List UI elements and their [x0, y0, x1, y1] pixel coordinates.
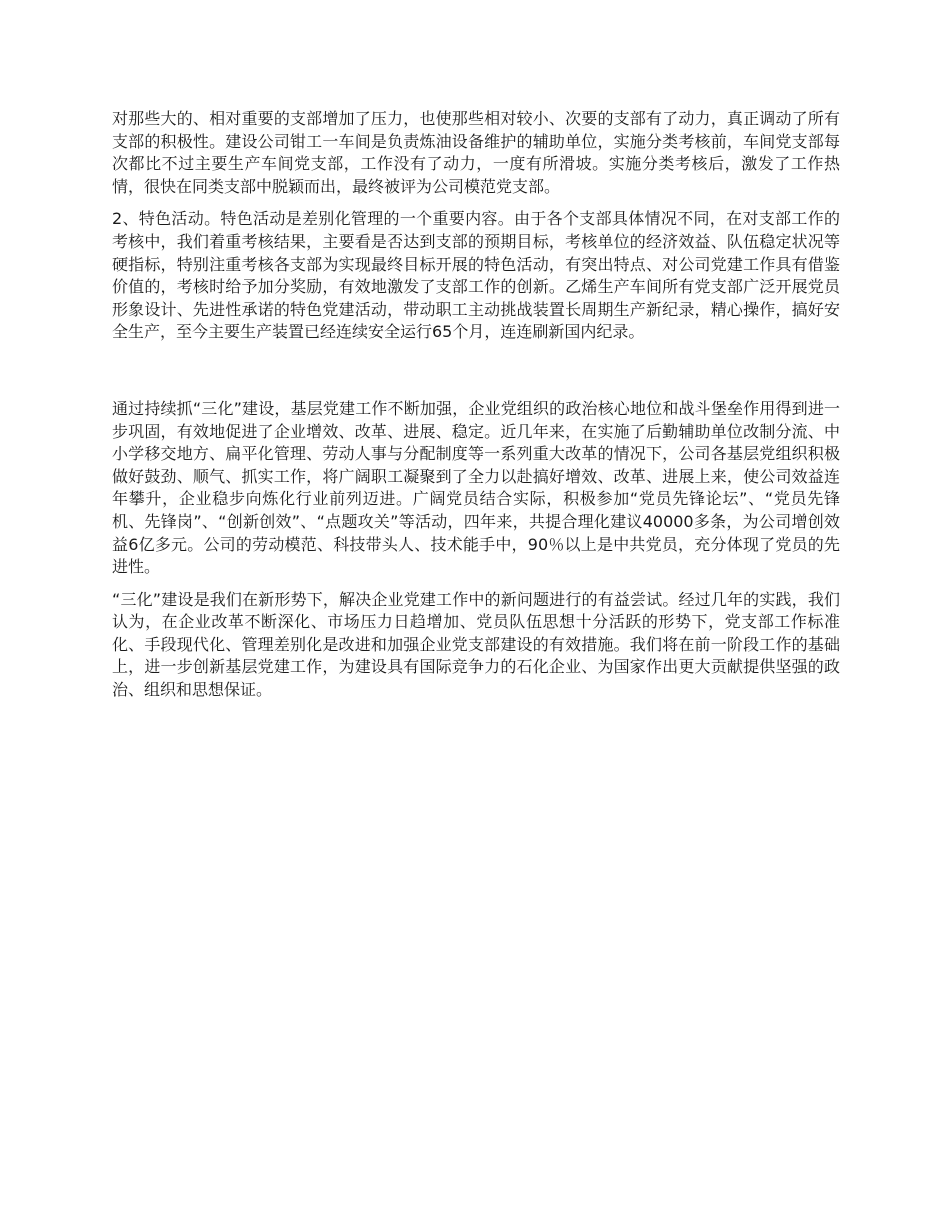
paragraph-gap [112, 198, 840, 208]
section-gap [112, 344, 840, 398]
paragraph-gap [112, 579, 840, 589]
paragraph-classified-assessment: 对那些大的、相对重要的支部增加了压力，也使那些相对较小、次要的支部有了动力，真正调动了所有支部的积极性。建设公司钳工一车间是负责炼油设备维护的辅助单位，实施分类考核前，车间党支部每次都比不过主要生产车间党支部，工作没有了动力，一度有所滑坡。实施分类考核后，激发了工作热情，很快在同类支部中脱颖而出，最终被评为公司模范党支部。 [112, 109, 840, 196]
paragraph-featured-activities: 2、特色活动。特色活动是差别化管理的一个重要内容。由于各个支部具体情况不同，在对支部工作的考核中，我们着重考核结果，主要看是否达到支部的预期目标，考核单位的经济效益、队伍稳定状况等硬指标，特别注重考核各支部为实现最终目标开展的特色活动，有突出特点、对公司党建工作具有借鉴价值的，考核时给予加分奖励，有效地激发了支部工作的创新。乙烯生产车间所有党支部广泛开展党员形象设计、先进性承诺的特色党建活动，带动职工主动挑战装置长周期生产新纪录，精心操作，搞好安全生产，至今主要生产装置已经连续安全运行65个月，连连刷新国内纪录。 [112, 209, 840, 342]
paragraph-conclusion: “三化”建设是我们在新形势下，解决企业党建工作中的新问题进行的有益尝试。经过几年的实践，我们认为，在企业改革不断深化、市场压力日趋增加、党员队伍思想十分活跃的形势下，党支部工作标准化、手段现代化、管理差别化是改进和加强企业党支部建设的有效措施。我们将在前一阶段工作的基础上，进一步创新基层党建工作，为建设具有国际竞争力的石化企业、为国家作出更大贡献提供坚强的政治、组织和思想保证。 [112, 589, 840, 700]
paragraph-results: 通过持续抓“三化”建设，基层党建工作不断加强，企业党组织的政治核心地位和战斗堡垒作用得到进一步巩固，有效地促进了企业增效、改革、进展、稳定。近几年来，在实施了后勤辅助单位改制分流、中小学移交地方、扁平化管理、劳动人事与分配制度等一系列重大改革的情况下，公司各基层党组织积极做好鼓劲、顺气、抓实工作，将广阔职工凝聚到了全力以赴搞好增效、改革、进展上来，使公司效益连年攀升，企业稳步向炼化行业前列迈进。广阔党员结合实际，积极参加“党员先锋论坛”、“党员先锋机、先锋岗”、“创新创效”、“点题攻关”等活动，四年来，共提合理化建议40000多条，为公司增创效益6亿多元。公司的劳动模范、科技带头人、技术能手中，90％以上是中共党员，充分体现了党员的先进性。 [112, 398, 840, 577]
